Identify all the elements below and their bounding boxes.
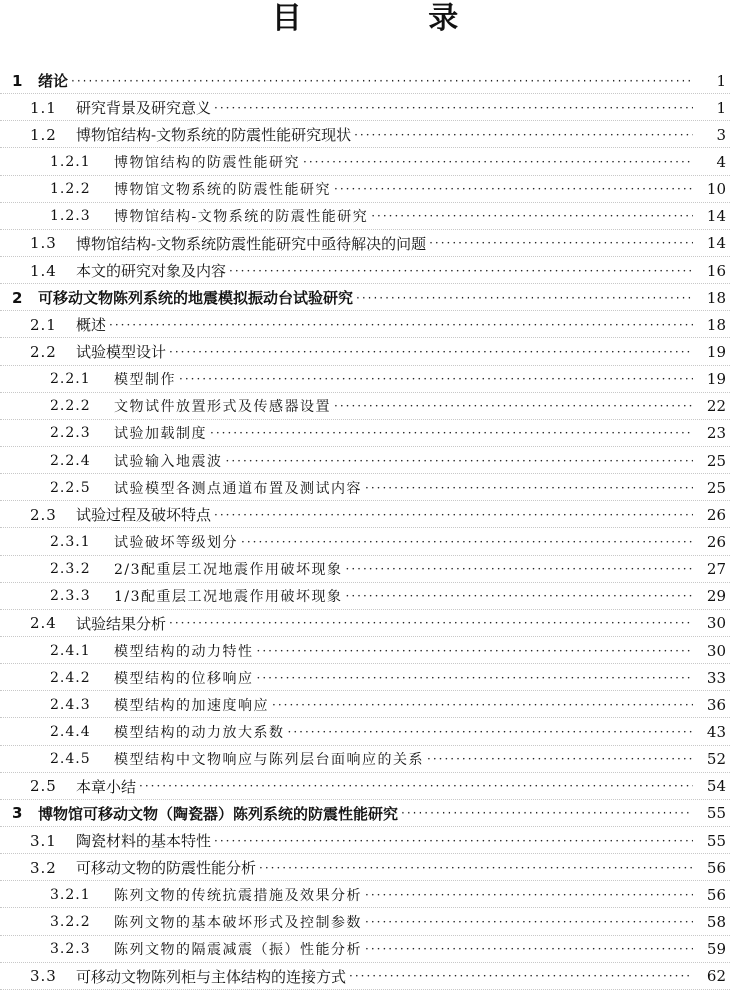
dot-leader	[354, 127, 693, 143]
dot-leader	[257, 643, 694, 659]
toc-entry-page-number: 30	[706, 641, 726, 660]
toc-entry-number: 1.4	[30, 261, 57, 280]
toc-entry-page-number: 59	[706, 940, 726, 959]
toc-entry-number: 2	[12, 288, 23, 307]
dot-leader	[229, 263, 693, 279]
toc-entry-page-number: 29	[706, 587, 726, 606]
toc-entry-number: 3.2	[30, 858, 57, 877]
toc-entry-title: 试验输入地震波	[114, 453, 223, 470]
toc-entry-title: 绪论	[38, 72, 69, 91]
dot-leader	[429, 235, 693, 251]
toc-entry-page-number: 16	[706, 261, 726, 280]
dot-leader	[371, 208, 693, 224]
toc-entry-title: 试验加载制度	[114, 426, 207, 443]
toc-entry-number: 2.2.4	[50, 452, 91, 469]
toc-entry-1-4[interactable]	[0, 257, 730, 284]
toc-entry-title: 概述	[76, 316, 107, 335]
toc-entry-page-number: 56	[706, 885, 726, 904]
dot-leader	[71, 73, 693, 89]
toc-entry-page-number: 19	[706, 370, 726, 389]
toc-entry-page-number: 55	[706, 831, 726, 850]
toc-entry-3[interactable]	[0, 800, 730, 827]
toc-entry-page-number: 10	[706, 180, 726, 199]
toc-entry-page-number: 18	[706, 315, 726, 334]
dot-leader	[365, 914, 693, 930]
page-title: 目 录	[271, 1, 517, 36]
toc-entry-title: 陈列文物的基本破坏形式及控制参数	[114, 914, 362, 931]
dot-leader	[334, 398, 693, 414]
toc-entry-page-number: 14	[706, 207, 726, 226]
toc-entry-page-number: 18	[706, 288, 726, 307]
toc-entry-number: 2.4.2	[50, 669, 91, 686]
dot-leader	[356, 290, 693, 306]
toc-entry-2-4-1[interactable]	[0, 637, 730, 664]
toc-entry-number: 1.2.3	[50, 208, 91, 225]
toc-entry-2-4-2[interactable]	[0, 664, 730, 691]
toc-entry-number: 2.3	[30, 505, 57, 524]
toc-entry-number: 2.3.1	[50, 533, 91, 550]
toc-entry-2-4[interactable]	[0, 610, 730, 637]
toc-entry-number: 2.4.5	[50, 751, 91, 768]
toc-entry-2-2-1[interactable]	[0, 366, 730, 393]
toc-entry-title: 模型结构中文物响应与陈列层台面响应的关系	[114, 752, 424, 769]
toc-entry-number: 3.2.3	[50, 941, 91, 958]
toc-entry-title: 博物馆可移动文物（陶瓷器）陈列系统的防震性能研究	[38, 804, 399, 823]
toc-entry-page-number: 54	[706, 777, 726, 796]
toc-entry-page-number: 3	[716, 125, 726, 144]
toc-entry-title: 博物馆结构-文物系统的防震性能研究	[114, 209, 369, 226]
dot-leader	[259, 860, 693, 876]
toc-entry-title: 陶瓷材料的基本特性	[76, 832, 212, 850]
dot-leader	[210, 425, 693, 441]
toc-entry-title: 试验过程及破坏特点	[76, 506, 212, 525]
toc-entry-number: 1.1	[30, 98, 57, 117]
toc-entry-page-number: 4	[716, 152, 726, 171]
toc-entry-title: 试验模型设计	[76, 343, 167, 362]
toc-entry-page-number: 27	[706, 560, 726, 579]
toc-entry-page-number: 55	[706, 804, 726, 823]
toc-entry-number: 2.2.1	[50, 371, 91, 388]
toc-entry-number: 3	[12, 804, 23, 823]
toc-entry-page-number: 26	[706, 505, 726, 524]
toc-entry-title: 模型制作	[114, 372, 176, 389]
toc-entry-number: 2.3.3	[50, 588, 91, 605]
toc-entry-page-number: 58	[706, 912, 726, 931]
dot-leader	[365, 887, 693, 903]
toc-entry-page-number: 26	[706, 532, 726, 551]
dot-leader	[346, 588, 693, 604]
dot-leader	[109, 317, 693, 333]
toc-entry-page-number: 1	[716, 71, 726, 90]
toc-entry-title: 本文的研究对象及内容	[76, 262, 227, 281]
toc-entry-title: 陈列文物的传统抗震措施及效果分析	[114, 887, 362, 904]
dot-leader	[179, 371, 693, 387]
toc-entry-number: 2.2.5	[50, 479, 91, 496]
toc-entry-2-4-5[interactable]	[0, 746, 730, 773]
toc-entry-number: 1.2.2	[50, 181, 91, 198]
toc-entry-1-1[interactable]	[0, 94, 730, 121]
dot-leader	[214, 507, 693, 523]
toc-entry-title: 试验破坏等级划分	[114, 534, 238, 551]
toc-entry-3-1[interactable]	[0, 827, 730, 854]
toc-entry-3-2-3[interactable]	[0, 936, 730, 963]
dot-leader	[427, 751, 693, 767]
dot-leader	[349, 968, 693, 984]
toc-entry-2-2-3[interactable]	[0, 420, 730, 447]
toc-entry-number: 1	[12, 71, 23, 90]
toc-entry-title: 试验模型各测点通道布置及测试内容	[114, 480, 362, 497]
dot-leader	[334, 181, 693, 197]
toc-entry-2-3[interactable]	[0, 501, 730, 528]
toc-entry-page-number: 43	[706, 722, 726, 741]
toc-entry-number: 2.4.4	[50, 723, 91, 740]
toc-entry-page-number: 1	[716, 98, 726, 117]
toc-entry-title: 模型结构的动力放大系数	[114, 724, 285, 741]
toc-entry-2[interactable]	[0, 284, 730, 311]
toc-entry-title: 研究背景及研究意义	[76, 99, 212, 118]
row-divider	[0, 989, 730, 990]
toc-entry-page-number: 52	[706, 750, 726, 769]
toc-entry-title: 博物馆文物系统的防震性能研究	[114, 182, 331, 199]
toc-entry-number: 2.5	[30, 777, 57, 796]
toc-entry-title: 模型结构的加速度响应	[114, 697, 269, 714]
dot-leader	[346, 561, 693, 577]
dot-leader	[226, 453, 694, 469]
dot-leader	[401, 805, 693, 821]
toc-entry-2-2[interactable]	[0, 338, 730, 365]
toc-entry-title: 博物馆结构-文物系统防震性能研究中亟待解决的问题	[76, 234, 427, 253]
toc-entry-3-2-2[interactable]	[0, 908, 730, 935]
dot-leader	[214, 100, 693, 116]
toc-entry-page-number: 25	[706, 451, 726, 470]
dot-leader	[303, 154, 693, 170]
toc-entry-2-4-4[interactable]	[0, 718, 730, 745]
toc-entry-title: 本章小结	[76, 777, 137, 796]
dot-leader	[288, 724, 694, 740]
toc-entry-title: 可移动文物陈列柜与主体结构的连接方式	[76, 967, 347, 986]
toc-entry-number: 3.3	[30, 967, 57, 986]
dot-leader	[257, 670, 694, 686]
toc-entry-number: 1.2	[30, 125, 57, 144]
toc-entry-title: 2/3配重层工况地震作用破坏现象	[114, 562, 343, 579]
toc-entry-page-number: 36	[706, 695, 726, 714]
toc-entry-page-number: 22	[706, 397, 726, 416]
toc-entry-number: 2.4.3	[50, 696, 91, 713]
toc-entry-title: 试验结果分析	[76, 614, 167, 633]
toc-entry-2-4-3[interactable]	[0, 691, 730, 718]
toc-entry-1[interactable]	[0, 67, 730, 94]
toc-entry-2-5[interactable]	[0, 773, 730, 800]
toc-entry-title: 模型结构的位移响应	[114, 670, 254, 687]
toc-entry-page-number: 33	[706, 668, 726, 687]
toc-entry-1-2-2[interactable]	[0, 176, 730, 203]
toc-entry-page-number: 23	[706, 424, 726, 443]
dot-leader	[365, 480, 693, 496]
toc-entry-page-number: 25	[706, 478, 726, 497]
toc-entry-3-2[interactable]	[0, 854, 730, 881]
table-of-contents	[0, 67, 730, 990]
toc-entry-title: 博物馆结构-文物系统的防震性能研究现状	[76, 126, 352, 145]
toc-entry-page-number: 19	[706, 342, 726, 361]
toc-entry-number: 2.4	[30, 614, 57, 633]
toc-entry-title: 可移动文物陈列系统的地震模拟振动台试验研究	[38, 289, 354, 308]
dot-leader	[272, 697, 693, 713]
toc-entry-2-1[interactable]	[0, 311, 730, 338]
toc-entry-title: 陈列文物的隔震减震（振）性能分析	[114, 942, 362, 959]
toc-entry-2-3-3[interactable]	[0, 583, 730, 610]
toc-entry-number: 2.2.3	[50, 425, 91, 442]
dot-leader	[169, 615, 693, 631]
toc-entry-2-3-2[interactable]	[0, 556, 730, 583]
toc-entry-1-2-3[interactable]	[0, 203, 730, 230]
dot-leader	[169, 344, 693, 360]
toc-entry-title: 模型结构的动力特性	[114, 643, 254, 660]
toc-entry-2-2-4[interactable]	[0, 447, 730, 474]
dot-leader	[139, 778, 693, 794]
toc-entry-1-2[interactable]	[0, 121, 730, 148]
toc-entry-3-2-1[interactable]	[0, 881, 730, 908]
dot-leader	[241, 534, 693, 550]
dot-leader	[214, 833, 693, 849]
toc-entry-page-number: 30	[706, 614, 726, 633]
toc-entry-number: 1.3	[30, 234, 57, 253]
toc-entry-page-number: 62	[706, 967, 726, 986]
toc-entry-title: 1/3配重层工况地震作用破坏现象	[114, 589, 343, 606]
toc-entry-1-2-1[interactable]	[0, 148, 730, 175]
toc-entry-number: 1.2.1	[50, 153, 91, 170]
toc-entry-title: 文物试件放置形式及传感器设置	[114, 399, 331, 416]
dot-leader	[365, 941, 693, 957]
toc-entry-page-number: 14	[706, 234, 726, 253]
toc-entry-title: 博物馆结构的防震性能研究	[114, 154, 300, 171]
toc-entry-number: 2.2	[30, 342, 57, 361]
toc-entry-number: 3.1	[30, 831, 57, 850]
toc-entry-number: 3.2.2	[50, 913, 91, 930]
toc-entry-number: 2.4.1	[50, 642, 91, 659]
toc-entry-number: 2.3.2	[50, 561, 91, 578]
toc-entry-number: 2.2.2	[50, 398, 91, 415]
toc-entry-3-3[interactable]	[0, 963, 730, 990]
toc-entry-number: 2.1	[30, 315, 57, 334]
toc-entry-page-number: 56	[706, 858, 726, 877]
toc-entry-2-3-1[interactable]	[0, 528, 730, 555]
toc-entry-2-2-2[interactable]	[0, 393, 730, 420]
toc-entry-2-2-5[interactable]	[0, 474, 730, 501]
toc-entry-1-3[interactable]	[0, 230, 730, 257]
toc-entry-number: 3.2.1	[50, 886, 91, 903]
toc-entry-title: 可移动文物的防震性能分析	[76, 859, 257, 878]
